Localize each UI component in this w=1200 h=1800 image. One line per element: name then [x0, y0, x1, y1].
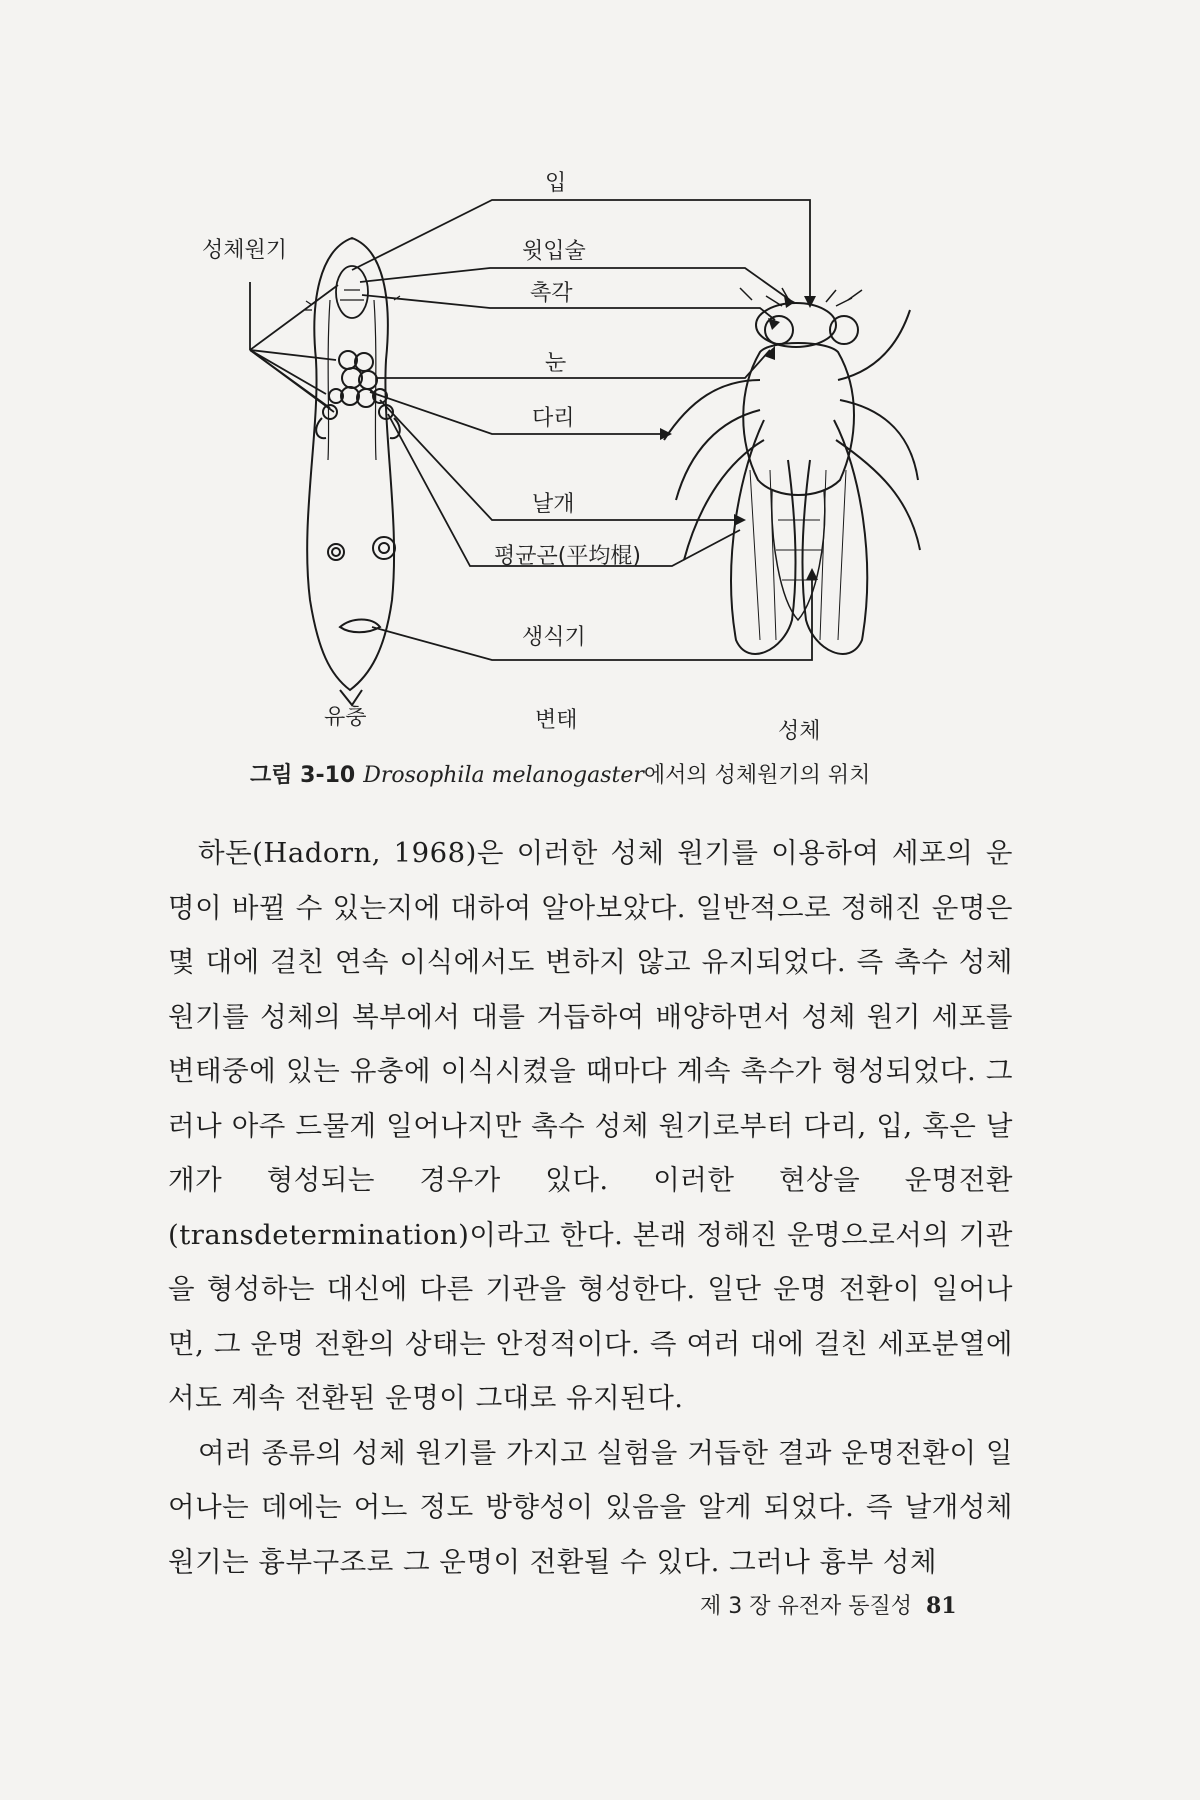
label-imaginal-discs: 성체원기 — [202, 238, 288, 263]
figure-imaginal-discs — [0, 0, 1200, 800]
label-haltere: 평균곤(平均棍) — [494, 544, 641, 569]
label-leg: 다리 — [532, 406, 575, 431]
caption-number: 그림 3-10 — [250, 763, 356, 788]
stage-label-adult: 성체 — [778, 719, 821, 744]
body-text — [168, 826, 1013, 1589]
paragraph-1: 하돈(Hadorn, 1968)은 이러한 성체 원기를 이용하여 세포의 운명이 바뀔 수 있는지에 대하여 알아보았다. 일반적으로 정해진 운명은 몇 대에 걸친 연속 이식에서도 변하지 않고 유지되었다. 즉 촉수 성체 원기를 성체의 복부에서 대를 거듭하여 배양하면서 성체 원기 세포를 변태중에 있는 유충에 이식시켰을 때마다 계속 촉수가 형성되었다. 그러나 아주 드물게 일어나지만 촉수 성체 원기로부터 다리, 입, 혹은 날개가 형성되는 경우가 있다. 이러한 현상을 운명전환(transdetermination)이라고 한다. 본래 정해진 운명으로서의 기관을 형성하는 대신에 다른 기관을 형성한다. 일단 운명 전환이 일어나면, 그 운명 전환의 상태는 안정적이다. 즉 여러 대에 걸친 세포분열에서도 계속 전환된 운명이 그대로 유지된다. — [168, 837, 1013, 1414]
paragraph-2: 여러 종류의 성체 원기를 가지고 실험을 거듭한 결과 운명전환이 일어나는 데에는 어느 정도 방향성이 있음을 알게 되었다. 즉 날개성체원기는 흉부구조로 그 운명이 전환될 수 있다. 그러나 흉부 성체 — [168, 1436, 1013, 1578]
figure-drawing — [0, 0, 1200, 800]
caption-text: 에서의 성체원기의 위치 — [643, 763, 871, 788]
caption-species: Drosophila melanogaster — [363, 763, 644, 788]
larva-body — [307, 238, 394, 690]
label-antenna: 촉각 — [530, 281, 573, 306]
label-upper-lip: 윗입술 — [522, 239, 586, 264]
page-footer — [700, 1589, 957, 1620]
adult-fly-drawing — [664, 288, 920, 654]
label-genitalia: 생식기 — [522, 625, 586, 650]
label-eye: 눈 — [545, 351, 567, 376]
page-number: 81 — [926, 1593, 957, 1619]
label-mouth: 입 — [545, 171, 567, 196]
stage-label-metamorphosis: 변태 — [535, 708, 578, 733]
figure-caption — [250, 758, 1050, 789]
stage-label-larva: 유충 — [324, 705, 367, 730]
chapter-title: 제 3 장 유전자 동질성 — [700, 1594, 912, 1619]
label-wing: 날개 — [532, 492, 575, 517]
